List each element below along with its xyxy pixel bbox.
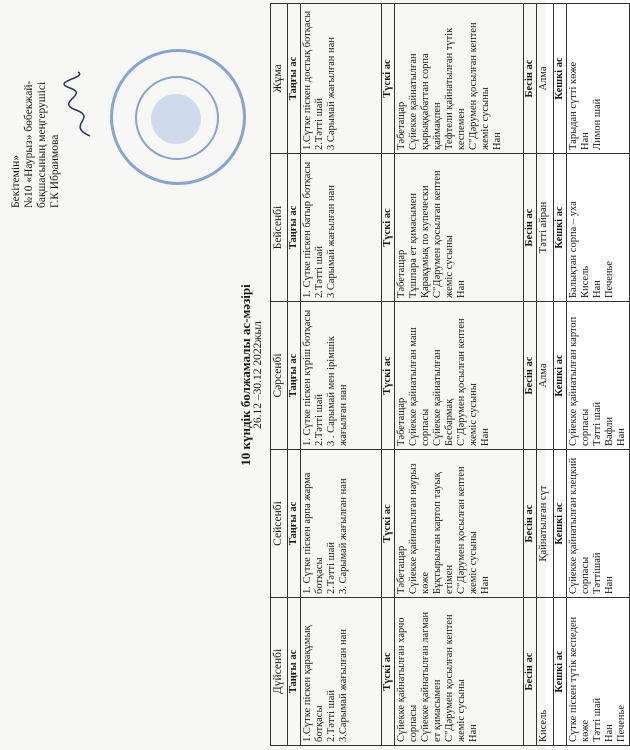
menu-title: 10 күндік болжамалы ас-мәзірі (238, 284, 253, 466)
menu-cell: Тәтті айран (537, 154, 554, 302)
menu-item: Сүйекке қайнатылған қырыққабаттан сорпа қаймақпен (408, 53, 443, 150)
menu-item: 2.Тәтті шай (326, 541, 337, 594)
menu-item: Тәтті шай (592, 697, 603, 742)
menu-item: 1. Сүтке піскен күріш ботқасы (302, 309, 313, 446)
menu-item: Нан (468, 724, 479, 742)
meal-header: Бесін ас (524, 154, 537, 302)
menu-item: Сүйекке қайнатылған наурыз көже (408, 463, 431, 594)
approval-line-1: Бекітемін» (10, 155, 22, 208)
lunch-row (395, 4, 524, 746)
menu-item: С"Дәрумен қосылған кептен жеміс сусыны (468, 22, 491, 150)
day-header: Сейсенбі (271, 450, 288, 598)
menu-cell (301, 598, 382, 746)
meal-header: Кешкі ас (554, 598, 567, 746)
days-header-row (271, 4, 288, 746)
meal-header: Түскі ас (382, 598, 395, 746)
day-header: Дүйсенбі (271, 598, 288, 746)
menu-item: Нан (604, 576, 615, 594)
meal-header: Таңғы ас (288, 154, 301, 302)
meal-header: Таңғы ас (288, 598, 301, 746)
menu-cell (301, 450, 382, 598)
menu-item: С"Дәрумен қосылған кептен жеміс сусыны (456, 318, 479, 446)
menu-item: Сүйекке қайнатылған (432, 349, 443, 446)
menu-item: Тарыдан сүтті көже (568, 61, 579, 150)
day-header: Жұма (271, 4, 288, 154)
menu-period: 26.12 –30.12 2022жыл (252, 321, 264, 429)
menu-item: Сүйекке қайнатылған маш сорпасы (408, 327, 431, 446)
menu-cell (395, 154, 524, 302)
menu-cell (567, 302, 630, 450)
menu-item: Печенье (604, 261, 615, 298)
menu-cell (301, 302, 382, 450)
menu-cell (395, 4, 524, 154)
day-header: Сәрсенбі (271, 302, 288, 450)
menu-item: С"Дәрумен қосылған кептен жеміс сусыны (444, 614, 467, 742)
menu-item: Нан (592, 280, 603, 298)
menu-item: Тефтели қайнатылған түтік кеспемен (444, 27, 467, 150)
menu-item: 3 Сарымай жағылған нан (326, 185, 337, 298)
meal-header: Бесін ас (524, 4, 537, 154)
menu-item: Балықтан сорпа – уха (568, 201, 579, 298)
lunch-header-row (382, 4, 395, 746)
menu-cell: Кисель (537, 598, 554, 746)
menu-item: Нан (580, 132, 591, 150)
menu-item: Нан (480, 428, 491, 446)
meal-header: Түскі ас (382, 154, 395, 302)
approval-stamp-text (10, 28, 62, 208)
menu-cell: Қайнатылған сүт (537, 450, 554, 598)
meal-header: Кешкі ас (554, 302, 567, 450)
menu-item: Лимон шай (592, 98, 603, 150)
meal-header: Кешкі ас (554, 450, 567, 598)
menu-item: Сүтке піскен түтік кеспеден көже (568, 616, 591, 742)
breakfast-row (301, 4, 382, 746)
menu-item: 2.Тәтті шай (314, 393, 325, 446)
menu-cell: Алма (537, 302, 554, 450)
menu-item: Тұшпара ет қимасымен (408, 192, 419, 298)
menu-item: 1. Сүтке піскен арпа жарма ботқасы (302, 472, 325, 594)
signature-icon (60, 70, 100, 140)
menu-item: Вафли (604, 416, 615, 446)
menu-item: Нан (616, 428, 627, 446)
meal-header: Кешкі ас (554, 154, 567, 302)
menu-cell: Алма (537, 4, 554, 154)
breakfast-header-row (288, 4, 301, 746)
menu-item: Нан (604, 724, 615, 742)
meal-header: Таңғы ас (288, 450, 301, 598)
menu-item: Тәбетащар (396, 397, 407, 446)
menu-item: 2.Тәтті шай (314, 245, 325, 298)
menu-item: 1.Сүтке піскен қарақұмық ботқасы (302, 625, 325, 742)
snack-row (537, 4, 554, 746)
menu-item: Қарақұмық по купечески (420, 185, 431, 298)
approval-line-2: №10 «Наурыз» бөбекжай- (23, 80, 35, 208)
menu-item: Сүйекке қайнатылған харчо сорпасы (396, 617, 419, 742)
approval-line-3: бақшасының меңгерушісі (36, 81, 48, 208)
dinner-header-row (554, 4, 567, 746)
menu-cell (567, 598, 630, 746)
meal-header: Бесін ас (524, 302, 537, 450)
menu-cell (567, 4, 630, 154)
menu-item: 3 Сарымай жағылған нан (326, 37, 337, 150)
menu-item: Сүйекке қайнатылған клецкий сорпасы (568, 457, 591, 594)
menu-item: 2.Тәтті шай (326, 689, 337, 742)
menu-cell (567, 450, 630, 598)
menu-item: Бұқтырылған картоп тауық етімен (432, 472, 455, 594)
meal-header: Таңғы ас (288, 302, 301, 450)
menu-item: Тәбетащар (396, 249, 407, 298)
menu-item: Нан (456, 280, 467, 298)
menu-cell (567, 154, 630, 302)
menu-item: Тәбетащар (396, 545, 407, 594)
menu-item: Сүйекке қайнатылған лагман ет қимасымен (420, 611, 443, 742)
meal-header: Таңғы ас (288, 4, 301, 154)
menu-item: Тәбетащар (396, 101, 407, 150)
menu-cell (301, 4, 382, 154)
menu-table (270, 3, 630, 746)
official-seal-icon (110, 49, 246, 185)
menu-item: Нан (492, 132, 503, 150)
menu-cell (395, 302, 524, 450)
menu-item: Нан (480, 576, 491, 594)
menu-item: 3.Сарымай жағылған нан (338, 629, 349, 742)
menu-item: 3 . Сарымай мен ірімшік жағылған нан (326, 336, 349, 446)
meal-header: Түскі ас (382, 450, 395, 598)
menu-item: 3. Сарымай жағылған нан (338, 478, 349, 594)
menu-item: 1. Сүтке піскен батыр ботқасы (302, 161, 313, 298)
menu-item: С"Дәрумен қосылған кептен жеміс сусыны (456, 466, 479, 594)
menu-cell (395, 450, 524, 598)
menu-item: Печенье (616, 705, 627, 742)
menu-cell (395, 598, 524, 746)
menu-item: С"Дәрумен қосылған кептен жеміс сусыны (432, 170, 455, 298)
menu-item: 2.Тәтті шай (314, 97, 325, 150)
snack-header-row (524, 4, 537, 746)
menu-item: Тәттішай (592, 552, 603, 594)
meal-header: Түскі ас (382, 4, 395, 154)
menu-item: Сүйекке қайнатылған картоп сорпасы (568, 316, 591, 446)
menu-item: Бесбармақ (444, 398, 455, 446)
meal-header: Кешкі ас (554, 4, 567, 154)
meal-header: Бесін ас (524, 598, 537, 746)
meal-header: Түскі ас (382, 302, 395, 450)
menu-cell (301, 154, 382, 302)
menu-item: 1.Сүтке піскен достық ботқасы (302, 10, 313, 150)
meal-header: Бесін ас (524, 450, 537, 598)
menu-item: Кисель (580, 265, 591, 298)
dinner-row (567, 4, 630, 746)
day-header: Бейсенбі (271, 154, 288, 302)
approval-line-4: Г.К Ибраимова (49, 134, 61, 208)
menu-item: Тәтті шай (592, 401, 603, 446)
